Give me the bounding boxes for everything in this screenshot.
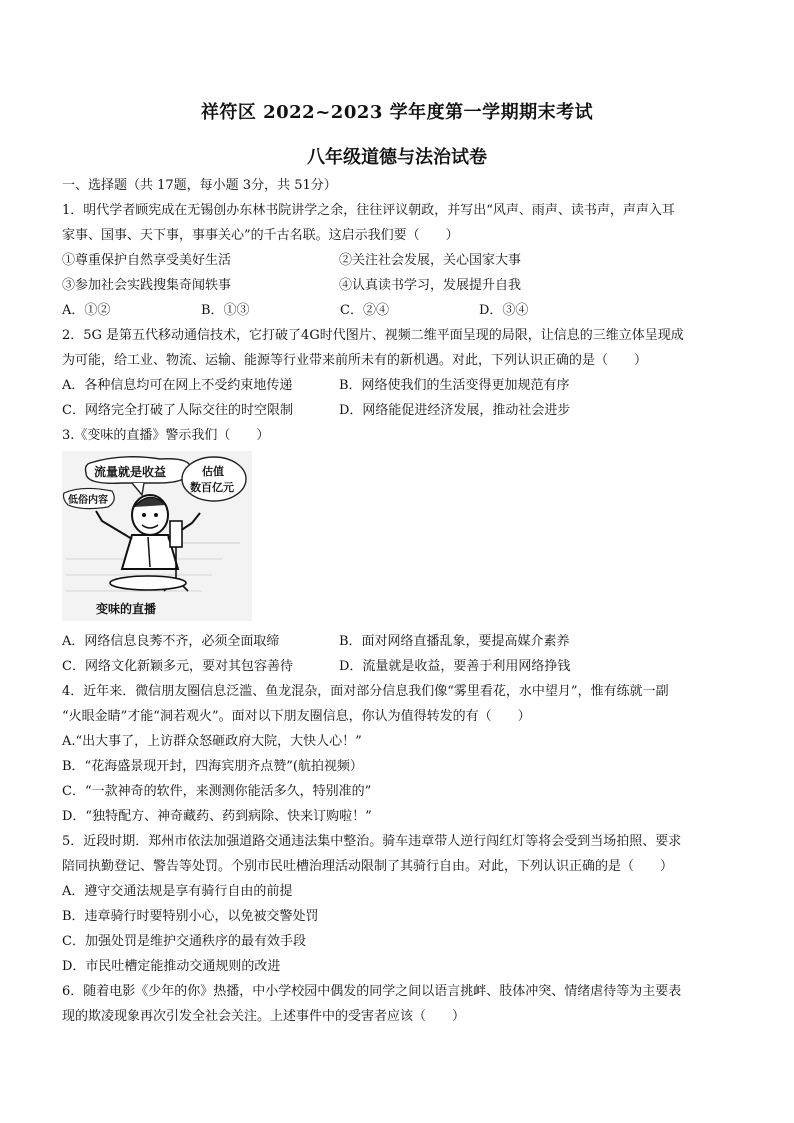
q6-stem-line1: 6．随着电影《少年的你》热播，中小学校园中偶发的同学之间以语言挑衅、肢体冲突、情绪虐待等为主要表: [62, 984, 682, 999]
question-6: [62, 979, 742, 1029]
q3-option-b: B．面对网络直播乱象，要提高媒介素养: [339, 634, 570, 649]
cartoon-illustration: [62, 451, 252, 621]
q2-option-b: B．网络使我们的生活变得更加规范有序: [339, 378, 570, 393]
cartoon-caption: 变味的直播: [96, 602, 157, 616]
q1-stem-line2: 家事、国事、天下事，事事关心”的千古名联。这启示我们要（ ）: [62, 228, 459, 243]
q2-options-row1: [62, 373, 742, 398]
cartoon-bubble-left: 流量就是收益: [94, 465, 167, 479]
q1-statement-4: ④认真读书学习，发展提升自我: [339, 278, 522, 293]
q3-cartoon: [62, 451, 252, 621]
q3-option-d: D．流量就是收益，要善于利用网络挣钱: [339, 659, 571, 674]
q1-option-d: D．③④: [479, 303, 529, 318]
question-2: [62, 323, 742, 423]
section-heading: 一、选择题（共 17题，每小题 3分，共 51分）: [62, 178, 337, 193]
q3-option-a: A．网络信息良莠不齐，必须全面取缔: [62, 634, 280, 649]
q3-options-row1: [62, 629, 742, 654]
q4-option-d: D．“独特配方、神奇藏药、药到病除、快来订购啦！”: [62, 809, 372, 824]
q5-option-b: B．违章骑行时要特别小心，以免被交警处罚: [62, 909, 319, 924]
q2-option-c: C．网络完全打破了人际交往的时空限制: [62, 403, 293, 418]
q5-option-c: C．加强处罚是维护交通秩序的最有效手段: [62, 934, 306, 949]
cartoon-bubble-right-line2: 数百亿元: [190, 481, 234, 494]
q1-statement-1: ①尊重保护自然享受美好生活: [62, 253, 232, 268]
q5-stem-line1: 5．近段时期．郑州市依法加强道路交通违法集中整治。骑车违章带人逆行闯红灯等将会受到当场拍照、要求: [62, 834, 682, 849]
q3-option-c: C．网络文化新颖多元，要对其包容善待: [62, 659, 293, 674]
q3-stem: 3.《变味的直播》警示我们（ ）: [62, 428, 270, 443]
exam-title: 祥符区 2022~2023 学年度第一学期期末考试: [200, 102, 594, 123]
q3-options-row2: [62, 654, 742, 679]
question-3: [62, 423, 742, 679]
q1-statement-2: ②关注社会发展，关心国家大事: [339, 253, 522, 268]
q1-statement-3: ③参加社会实践搜集奇闻轶事: [62, 278, 232, 293]
q1-option-b: B．①③: [201, 303, 250, 318]
q1-options: [62, 298, 742, 323]
question-5: [62, 829, 742, 979]
q4-stem-line1: 4．近年来．微信朋友圈信息泛滥、鱼龙混杂，面对部分信息我们像“雾里看花，水中望月”，惟有练就一副: [62, 684, 669, 699]
exam-subtitle: 八年级道德与法治试卷: [307, 147, 487, 168]
q2-stem-line2: 为可能，给工业、物流、运输、能源等行业带来前所未有的新机遇。对此，下列认识正确的是（ ）: [62, 353, 648, 368]
q4-option-c: C．“一款神奇的软件，来测测你能活多久，特别准的”: [62, 784, 372, 799]
q2-option-a: A．各种信息均可在网上不受约束地传递: [62, 378, 293, 393]
q4-option-a: A.“出大事了，上访群众怒砸政府大院，大快人心！”: [62, 734, 362, 749]
cartoon-left-tag: 低俗内容: [68, 495, 108, 506]
question-1: [62, 198, 742, 323]
q5-option-d: D．市民吐槽定能推动交通规则的改进: [62, 959, 281, 974]
q5-option-a: A．遵守交通法规是享有骑行自由的前提: [62, 884, 293, 899]
q6-stem-line2: 现的欺凌现象再次引发全社会关注。上述事件中的受害者应该（ ）: [62, 1009, 466, 1024]
q4-stem-line2: “火眼金睛”才能“洞若观火”。面对以下朋友圈信息，你认为值得转发的有（ ）: [62, 709, 531, 724]
q1-option-a: A．①②: [62, 303, 111, 318]
q1-stem-line1: 1．明代学者顾宪成在无锡创办东林书院讲学之余，往往评议朝政，并写出“风声、雨声、读书声，声声入耳: [62, 203, 675, 218]
q1-statements-row2: [62, 273, 742, 298]
q4-option-b: B．“花海盛景现开封，四海宾朋齐点赞”(航拍视频）: [62, 759, 363, 774]
q5-stem-line2: 陪同执勤登记、警告等处罚。个别市民吐槽治理活动限制了其骑行自由。对此，下列认识正确的是（ ）: [62, 859, 674, 874]
question-4: [62, 679, 742, 829]
exam-content: [62, 173, 742, 1029]
q1-option-c: C．②④: [340, 303, 389, 318]
q1-statements-row1: [62, 248, 742, 273]
q2-stem-line1: 2．5G 是第五代移动通信技术，它打破了4G时代图片、视频二维平面呈现的局限，让信息的三维立体呈现成: [62, 328, 684, 343]
q2-options-row2: [62, 398, 742, 423]
cartoon-bubble-right-line1: 估值: [202, 465, 224, 478]
q2-option-d: D．网络能促进经济发展，推动社会进步: [339, 403, 571, 418]
